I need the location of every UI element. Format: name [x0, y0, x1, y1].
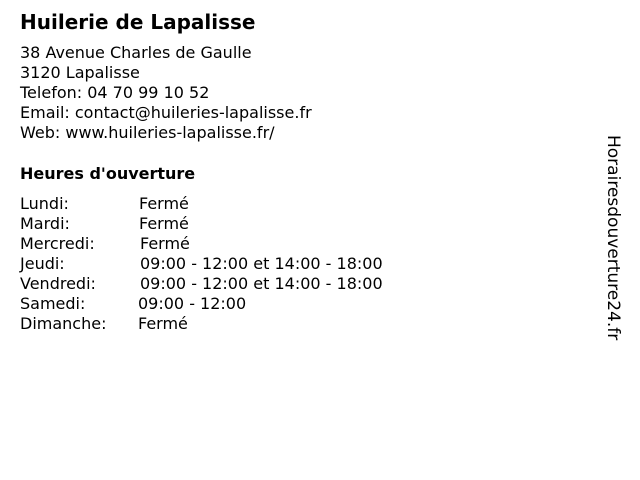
day-label: Mardi: [20, 214, 70, 233]
address-line-1: 38 Avenue Charles de Gaulle [20, 43, 252, 62]
address-line-2: 3120 Lapalisse [20, 63, 140, 82]
day-label: Dimanche: [20, 314, 107, 333]
day-label: Mercredi: [20, 234, 95, 253]
day-label: Jeudi: [20, 254, 65, 273]
day-label: Vendredi: [20, 274, 96, 293]
day-hours: Fermé [139, 214, 189, 233]
business-name: Huilerie de Lapalisse [20, 10, 256, 34]
web-line: Web: www.huileries-lapalisse.fr/ [20, 123, 275, 142]
day-hours: Fermé [138, 314, 188, 333]
day-hours: 09:00 - 12:00 et 14:00 - 18:00 [140, 274, 383, 293]
day-hours: Fermé [140, 234, 190, 253]
hours-heading: Heures d'ouverture [20, 164, 196, 183]
day-label: Lundi: [20, 194, 69, 213]
email-line: Email: contact@huileries-lapalisse.fr [20, 103, 312, 122]
contact-block [20, 43, 312, 143]
phone-line: Telefon: 04 70 99 10 52 [20, 83, 210, 102]
day-label: Samedi: [20, 294, 86, 313]
day-hours: 09:00 - 12:00 et 14:00 - 18:00 [140, 254, 383, 273]
site-watermark: Horairesdouverture24.fr [603, 135, 623, 341]
day-hours: 09:00 - 12:00 [138, 294, 247, 313]
day-hours: Fermé [139, 194, 189, 213]
